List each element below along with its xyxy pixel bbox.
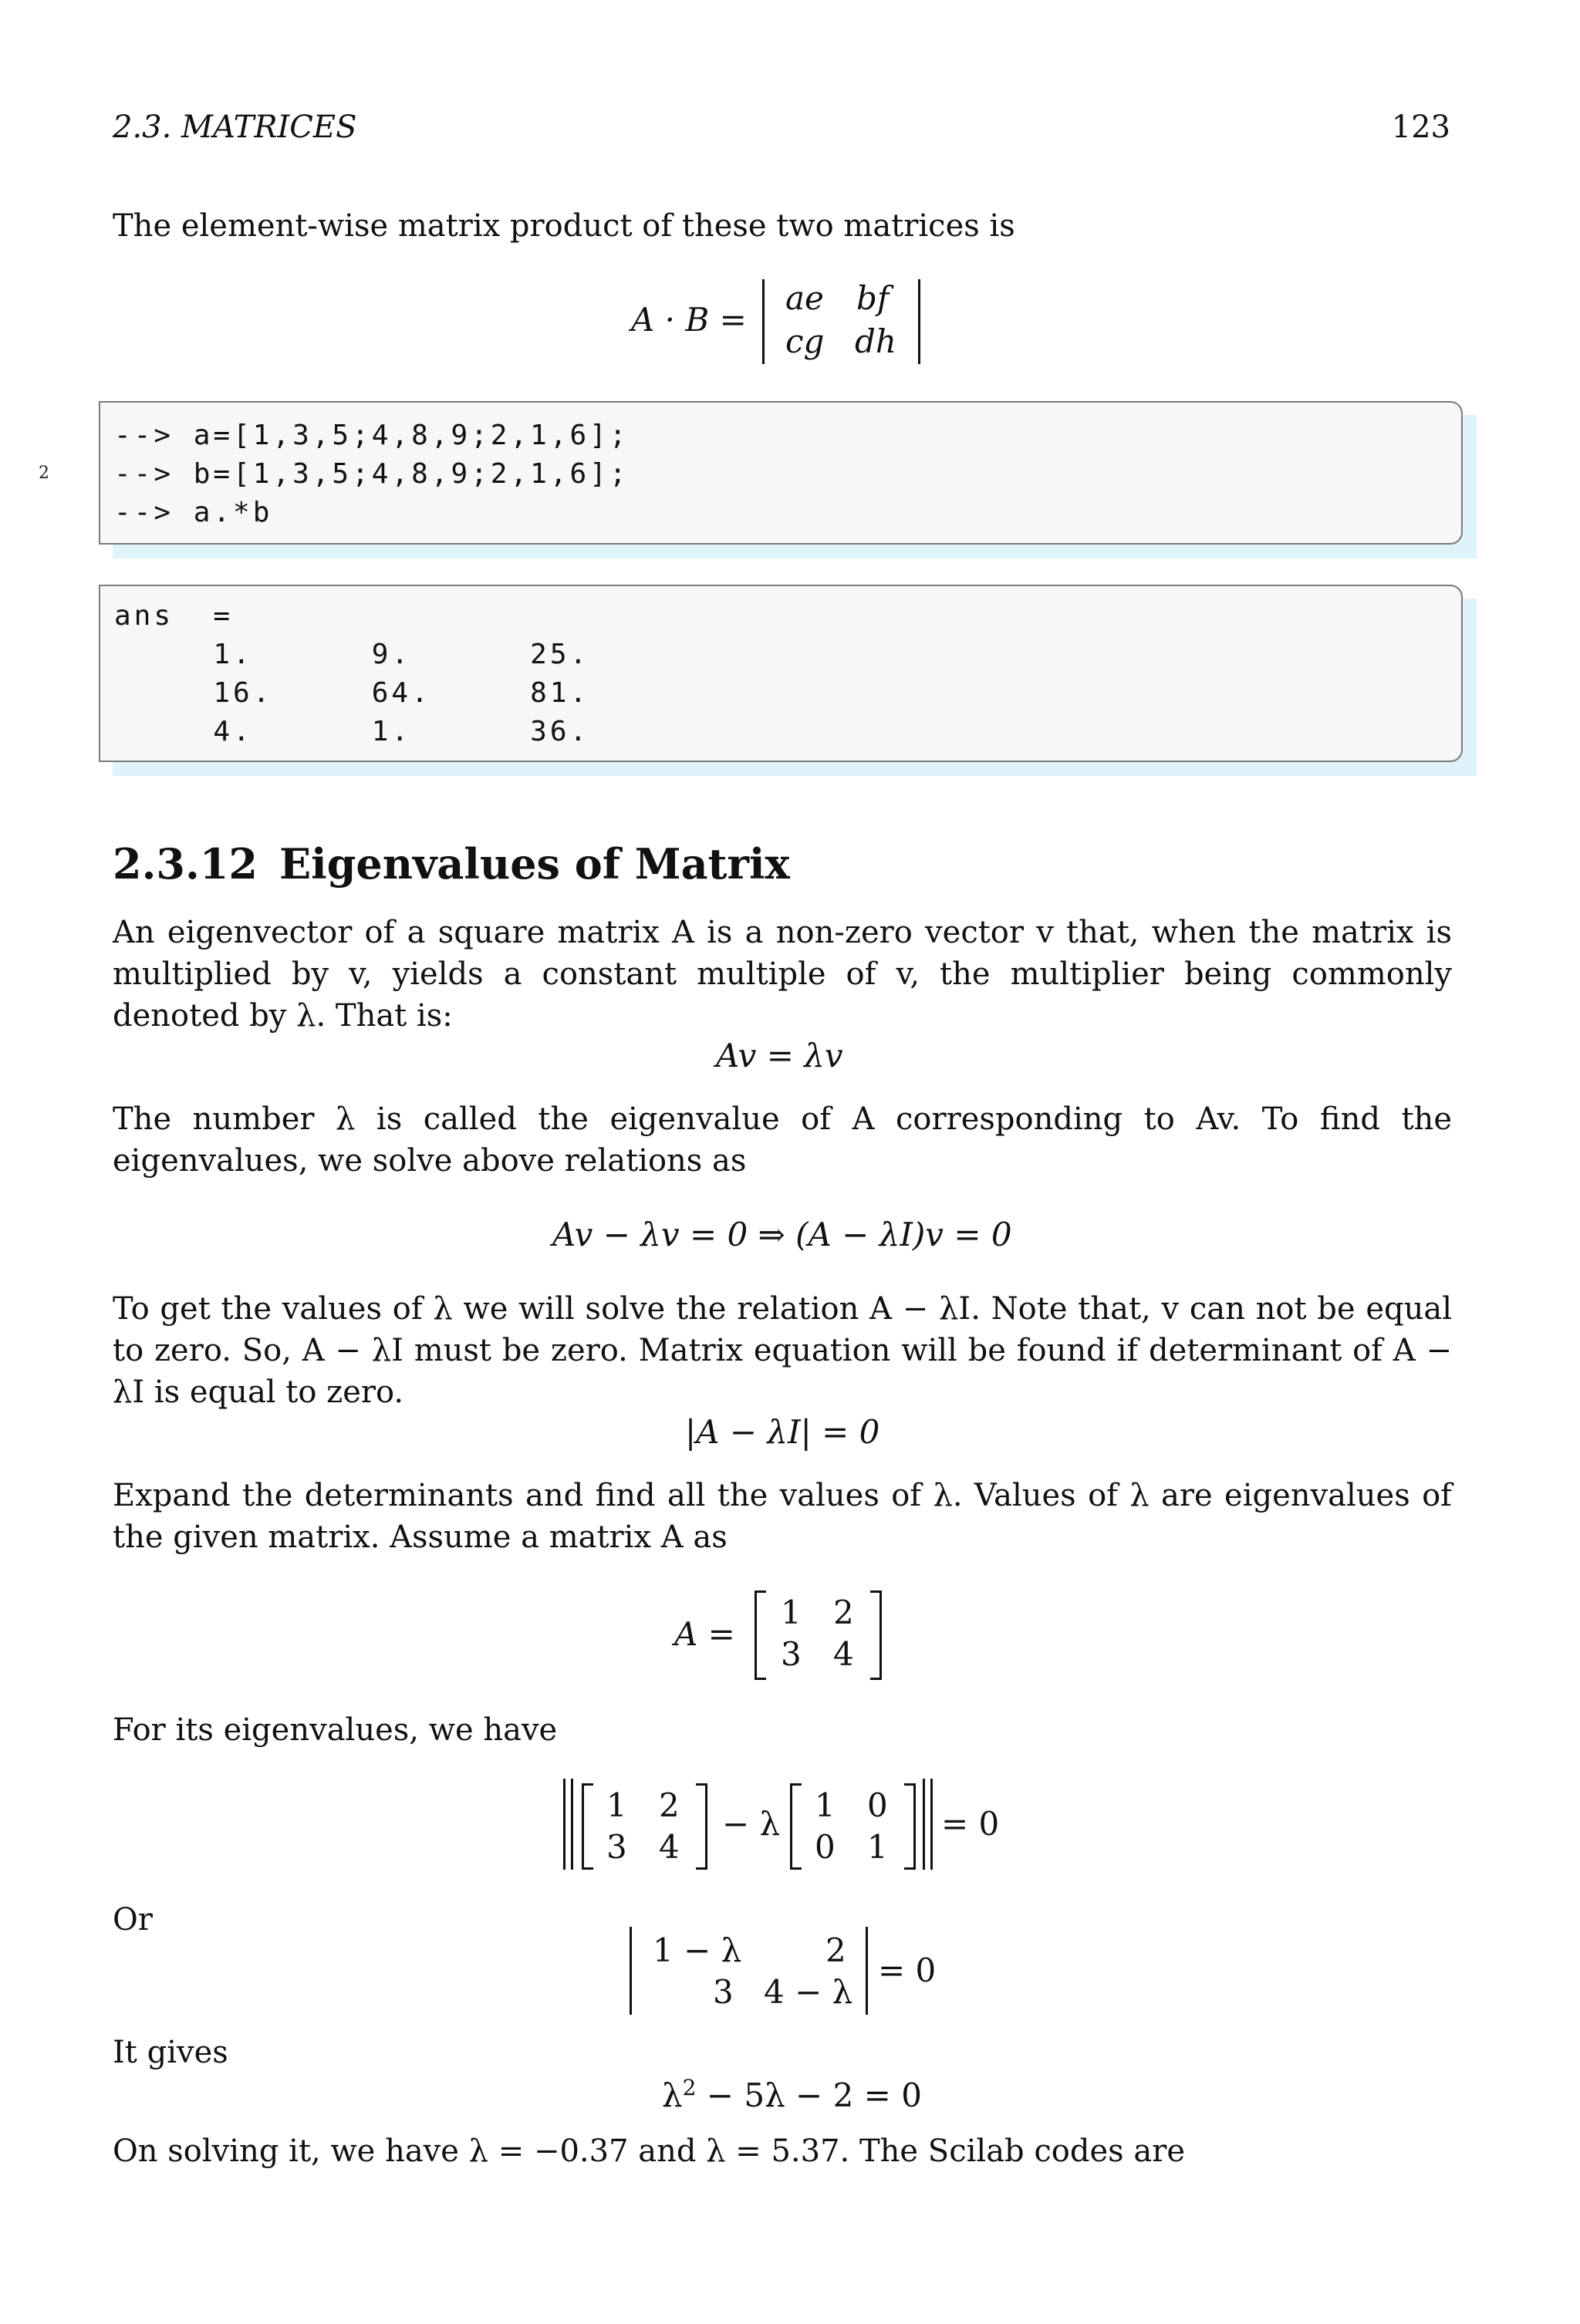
eq7-rest: − 5λ − 2 = 0	[696, 2076, 922, 2114]
page-number: 123	[1391, 110, 1450, 145]
section-number: 2.3.12	[113, 839, 258, 889]
eq5-a11: 1	[606, 1786, 627, 1824]
paragraph-2: The number λ is called the eigenvalue of A corresponding to Av. To find the eigenvalues, we solve above relations as	[113, 1101, 1452, 1179]
eq5-i12: 0	[867, 1786, 888, 1824]
eq6-rhs: = 0	[878, 1951, 937, 1989]
eq4-m21: 3	[781, 1635, 802, 1673]
eq4-m11: 1	[781, 1594, 802, 1631]
eq-ab-m12: bf	[856, 279, 890, 317]
det2-bar-right	[866, 1927, 868, 2015]
paragraph-6: Or	[113, 1902, 153, 1938]
code-line-2: --> b=[1,3,5;4,8,9;2,1,6];	[114, 458, 630, 490]
paragraph-7: It gives	[113, 2035, 228, 2070]
eq6-m12: 2	[825, 1931, 846, 1969]
paragraph-3: To get the values of λ we will solve the relation A − λI. Note that, v can not be equal to zero. So, A − λI must be zero. Matrix equation will be found if determinant of A − λI is equal to zero.	[113, 1291, 1452, 1410]
eq6-m22: 4 − λ	[764, 1973, 853, 2011]
eq5-a21: 3	[606, 1828, 627, 1866]
det-bar-right	[918, 279, 920, 364]
output-line-4: 4. 1. 36.	[114, 716, 590, 747]
eq5-a22: 4	[659, 1828, 680, 1866]
eq7-exponent: 2	[682, 2075, 697, 2100]
section-title: Eigenvalues of Matrix	[279, 839, 790, 889]
eq5-rhs: = 0	[941, 1805, 1000, 1843]
code-line-1: --> a=[1,3,5;4,8,9;2,1,6];	[114, 420, 630, 451]
intro-text: The element-wise matrix product of these two matrices is	[113, 208, 1015, 244]
eq4-m22: 4	[833, 1635, 854, 1673]
eq4-m12: 2	[833, 1594, 854, 1631]
output-line-3: 16. 64. 81.	[114, 677, 590, 709]
eq5-op: − λ	[722, 1805, 781, 1843]
eq6-m21: 3	[713, 1973, 734, 2011]
code-line-3: --> a.*b	[114, 497, 273, 528]
bracket-right	[870, 1590, 882, 1680]
norm-bar-right-2	[930, 1779, 933, 1870]
eq5-i11: 1	[815, 1786, 836, 1824]
eq5-a12: 2	[659, 1786, 680, 1824]
eq6-m11: 1 − λ	[653, 1931, 742, 1969]
output-line-2: 1. 9. 25.	[114, 639, 590, 670]
eq5-i21: 0	[815, 1828, 836, 1866]
det2-bar-left	[630, 1927, 632, 2015]
eq4-lhs: A =	[674, 1615, 735, 1653]
bracket-a-right	[696, 1783, 707, 1870]
equation-7	[662, 2075, 922, 2114]
eq5-i22: 1	[867, 1828, 888, 1866]
code-block	[99, 401, 1463, 545]
det-bar-left	[762, 279, 765, 364]
eq-ab-m22: dh	[855, 322, 896, 360]
eq-ab-lhs: A · B =	[631, 301, 747, 339]
code-line-number: 2	[39, 464, 49, 483]
equation-1: Av = λv	[716, 1037, 843, 1074]
eq-ab-m21: cg	[785, 322, 825, 360]
equation-2: Av − λv = 0 ⇒ (A − λI)v = 0	[552, 1216, 1012, 1253]
bracket-i-right	[904, 1783, 916, 1870]
bracket-a-left	[582, 1783, 593, 1870]
eq7-lambda: λ	[662, 2076, 683, 2114]
equation-3: |A − λI| = 0	[685, 1413, 880, 1451]
output-block	[99, 585, 1463, 762]
bracket-left	[755, 1590, 766, 1680]
paragraph-5: For its eigenvalues, we have	[113, 1712, 558, 1748]
norm-bar-right-1	[923, 1779, 925, 1870]
norm-bar-left-1	[563, 1779, 565, 1870]
paragraph-1: An eigenvector of a square matrix A is a non-zero vector v that, when the matrix is multiplied by v, yields a constant multiple of v, the multiplier being commonly denoted by λ. That is:	[113, 915, 1452, 1034]
running-header-section: 2.3. MATRICES	[113, 110, 357, 145]
output-line-1: ans =	[114, 600, 234, 632]
paragraph-4: Expand the determinants and find all the values of λ. Values of λ are eigenvalues of the given matrix. Assume a matrix A as	[113, 1478, 1452, 1555]
eq-ab-m11: ae	[785, 279, 824, 317]
paragraph-8: On solving it, we have λ = −0.37 and λ = 5.37. The Scilab codes are	[113, 2133, 1185, 2169]
bracket-i-left	[790, 1783, 802, 1870]
norm-bar-left-2	[571, 1779, 573, 1870]
